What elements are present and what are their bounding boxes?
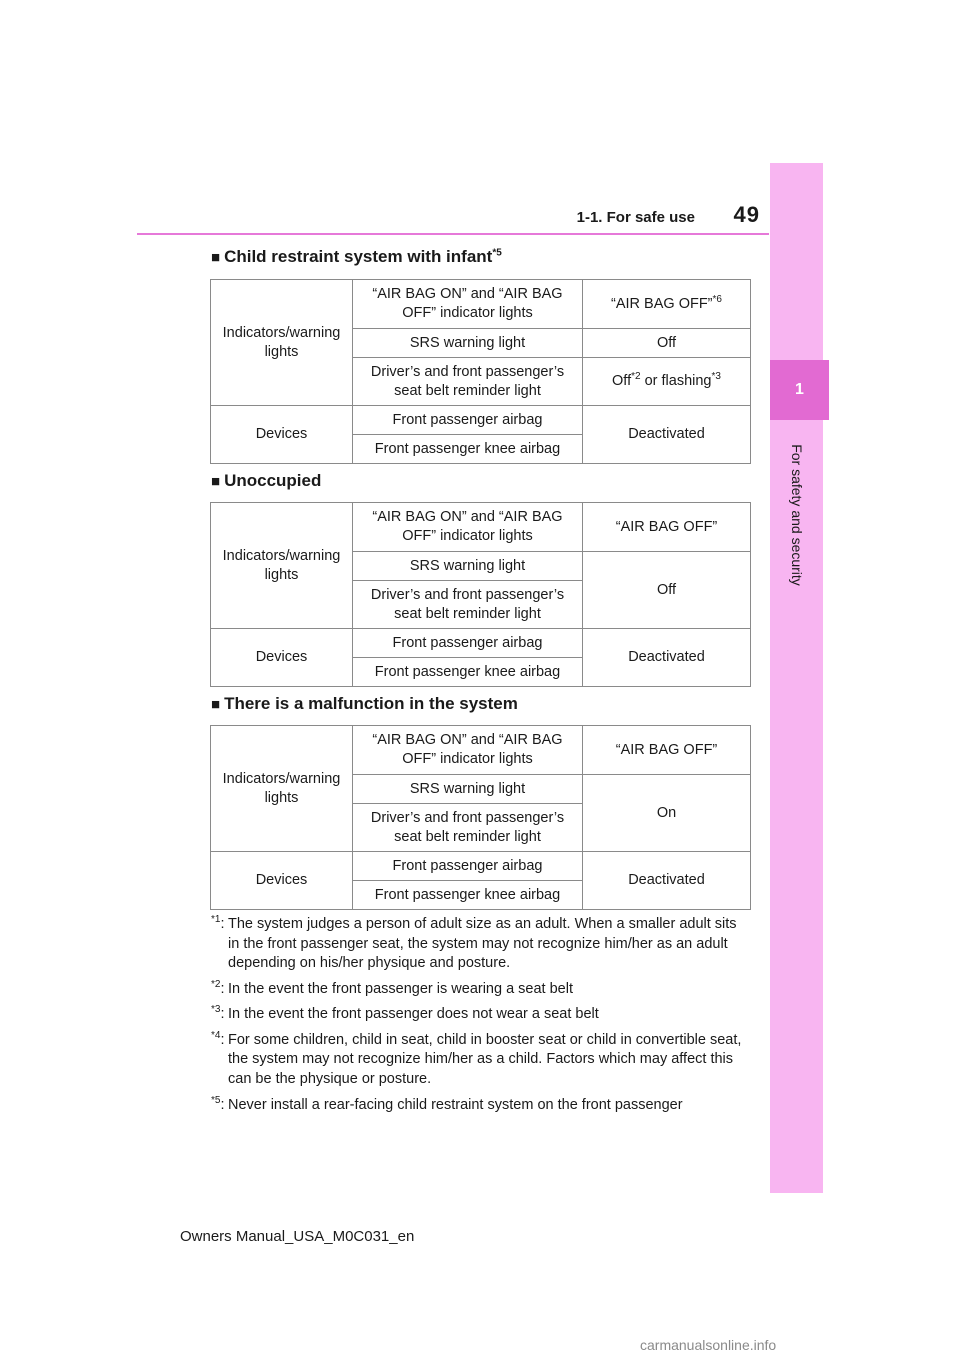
devices-label: Devices <box>211 629 353 687</box>
footnote-text: The system judges a person of adult size as an adult. When a smaller adult sits in the front passenger seat, the system may not recognize him/her as an adult depending on his/her physique and posture. <box>228 916 737 972</box>
indicator-value: “AIR BAG OFF” <box>583 503 751 552</box>
section-title: Child restraint system with infant <box>224 247 493 266</box>
footnote: $^{*1}$: The system judges a person of adult size as an adult. When a smaller adult sits in the front passenger seat, the system may not recognize him/her as an adult depending on his/her physique and posture. <box>211 915 751 974</box>
footnote-mark: *2 <box>211 978 221 990</box>
table-row <box>211 280 751 329</box>
indicator-value: “AIR BAG OFF”$^{*6}$ <box>583 280 751 329</box>
table-row <box>211 726 751 775</box>
footnote: $^{*2}$: In the event the front passenger is wearing a seat belt <box>211 980 751 1000</box>
footnote: $^{*3}$: In the event the front passenger does not wear a seat belt <box>211 1005 751 1025</box>
bullet-square: ■ <box>211 696 221 713</box>
table-row <box>211 629 751 658</box>
indicator-item: SRS warning light <box>353 552 583 581</box>
device-value: Deactivated <box>583 629 751 687</box>
indicator-value: On <box>583 775 751 852</box>
indicator-value: “AIR BAG OFF” <box>583 726 751 775</box>
indicators-label: Indicators/warning lights <box>211 280 353 406</box>
status-table-infant <box>210 279 751 464</box>
footnote-text: In the event the front passenger does not wear a seat belt <box>228 1006 599 1023</box>
devices-label: Devices <box>211 852 353 910</box>
table-row <box>211 852 751 881</box>
footnote-ref: *2 <box>631 371 641 383</box>
indicator-item: SRS warning light <box>353 775 583 804</box>
status-table-unoccupied <box>210 502 751 687</box>
footnote: $^{*4}$: For some children, child in seat, child in booster seat or child in convertible seat, the system may not recognize him/her as a child. Factors which may affect this can be the physique or posture. <box>211 1031 751 1090</box>
indicator-value: Off$^{*2}$ or flashing$^{*3}$ <box>583 358 751 406</box>
footnote-text: Never install a rear-facing child restraint system on the front passenger <box>228 1096 683 1113</box>
section-title: Unoccupied <box>224 471 322 490</box>
indicator-item: Driver’s and front passenger’s seat belt reminder light <box>353 804 583 852</box>
footnote-mark: *4 <box>211 1029 221 1041</box>
footnote: $^{*5}$: Never install a rear-facing child restraint system on the front passenger <box>211 1096 751 1116</box>
watermark: carmanualsonline.info <box>640 1337 777 1353</box>
side-tab-chapter[interactable]: 1 <box>770 360 829 420</box>
status-table-malfunction <box>210 725 751 910</box>
footnote-mark: *3 <box>211 1004 221 1016</box>
indicator-item: Driver’s and front passenger’s seat belt reminder light <box>353 581 583 629</box>
footer-doc-id: Owners Manual_USA_M0C031_en <box>180 1228 415 1245</box>
indicator-value: Off <box>583 329 751 358</box>
bullet-square: ■ <box>211 249 221 266</box>
footnote-text: For some children, child in seat, child in booster seat or child in convertible seat, the system may not recognize him/her as a child. Factors which may affect this can be the physique or posture. <box>228 1031 742 1087</box>
table-row <box>211 503 751 552</box>
section-heading-malfunction <box>211 694 518 714</box>
footnote-mark: *1 <box>211 914 221 926</box>
indicators-label: Indicators/warning lights <box>211 503 353 629</box>
footnote-ref: *6 <box>712 293 722 305</box>
side-tab-label-text: For safety and security <box>789 444 805 586</box>
indicator-item: “AIR BAG ON” and “AIR BAG OFF” indicator lights <box>353 503 583 552</box>
header-section-title: 1-1. For safe use <box>576 209 695 226</box>
footnote-mark: *5 <box>211 1094 221 1106</box>
indicator-item: SRS warning light <box>353 329 583 358</box>
side-tab-bar <box>770 163 823 1193</box>
device-item: Front passenger knee airbag <box>353 658 583 687</box>
footnote-text: In the event the front passenger is wearing a seat belt <box>228 980 573 997</box>
page-number: 49 <box>733 202 760 227</box>
header-rule <box>137 233 769 235</box>
footnote-ref: *3 <box>711 371 721 383</box>
device-value: Deactivated <box>583 406 751 464</box>
indicator-item: Driver’s and front passenger’s seat belt reminder light <box>353 358 583 406</box>
device-value: Deactivated <box>583 852 751 910</box>
device-item: Front passenger airbag <box>353 629 583 658</box>
bullet-square: ■ <box>211 473 221 490</box>
section-heading-infant <box>211 247 502 267</box>
device-item: Front passenger airbag <box>353 406 583 435</box>
devices-label: Devices <box>211 406 353 464</box>
device-item: Front passenger airbag <box>353 852 583 881</box>
indicators-label: Indicators/warning lights <box>211 726 353 852</box>
indicator-value: Off <box>583 552 751 629</box>
device-item: Front passenger knee airbag <box>353 881 583 910</box>
table-row <box>211 406 751 435</box>
section-heading-unoccupied <box>211 471 321 491</box>
section-title: There is a malfunction in the system <box>224 694 518 713</box>
footnote-ref: *5 <box>492 247 502 259</box>
indicator-item: “AIR BAG ON” and “AIR BAG OFF” indicator lights <box>353 280 583 329</box>
indicator-item: “AIR BAG ON” and “AIR BAG OFF” indicator lights <box>353 726 583 775</box>
footnotes <box>211 915 751 1121</box>
device-item: Front passenger knee airbag <box>353 435 583 464</box>
